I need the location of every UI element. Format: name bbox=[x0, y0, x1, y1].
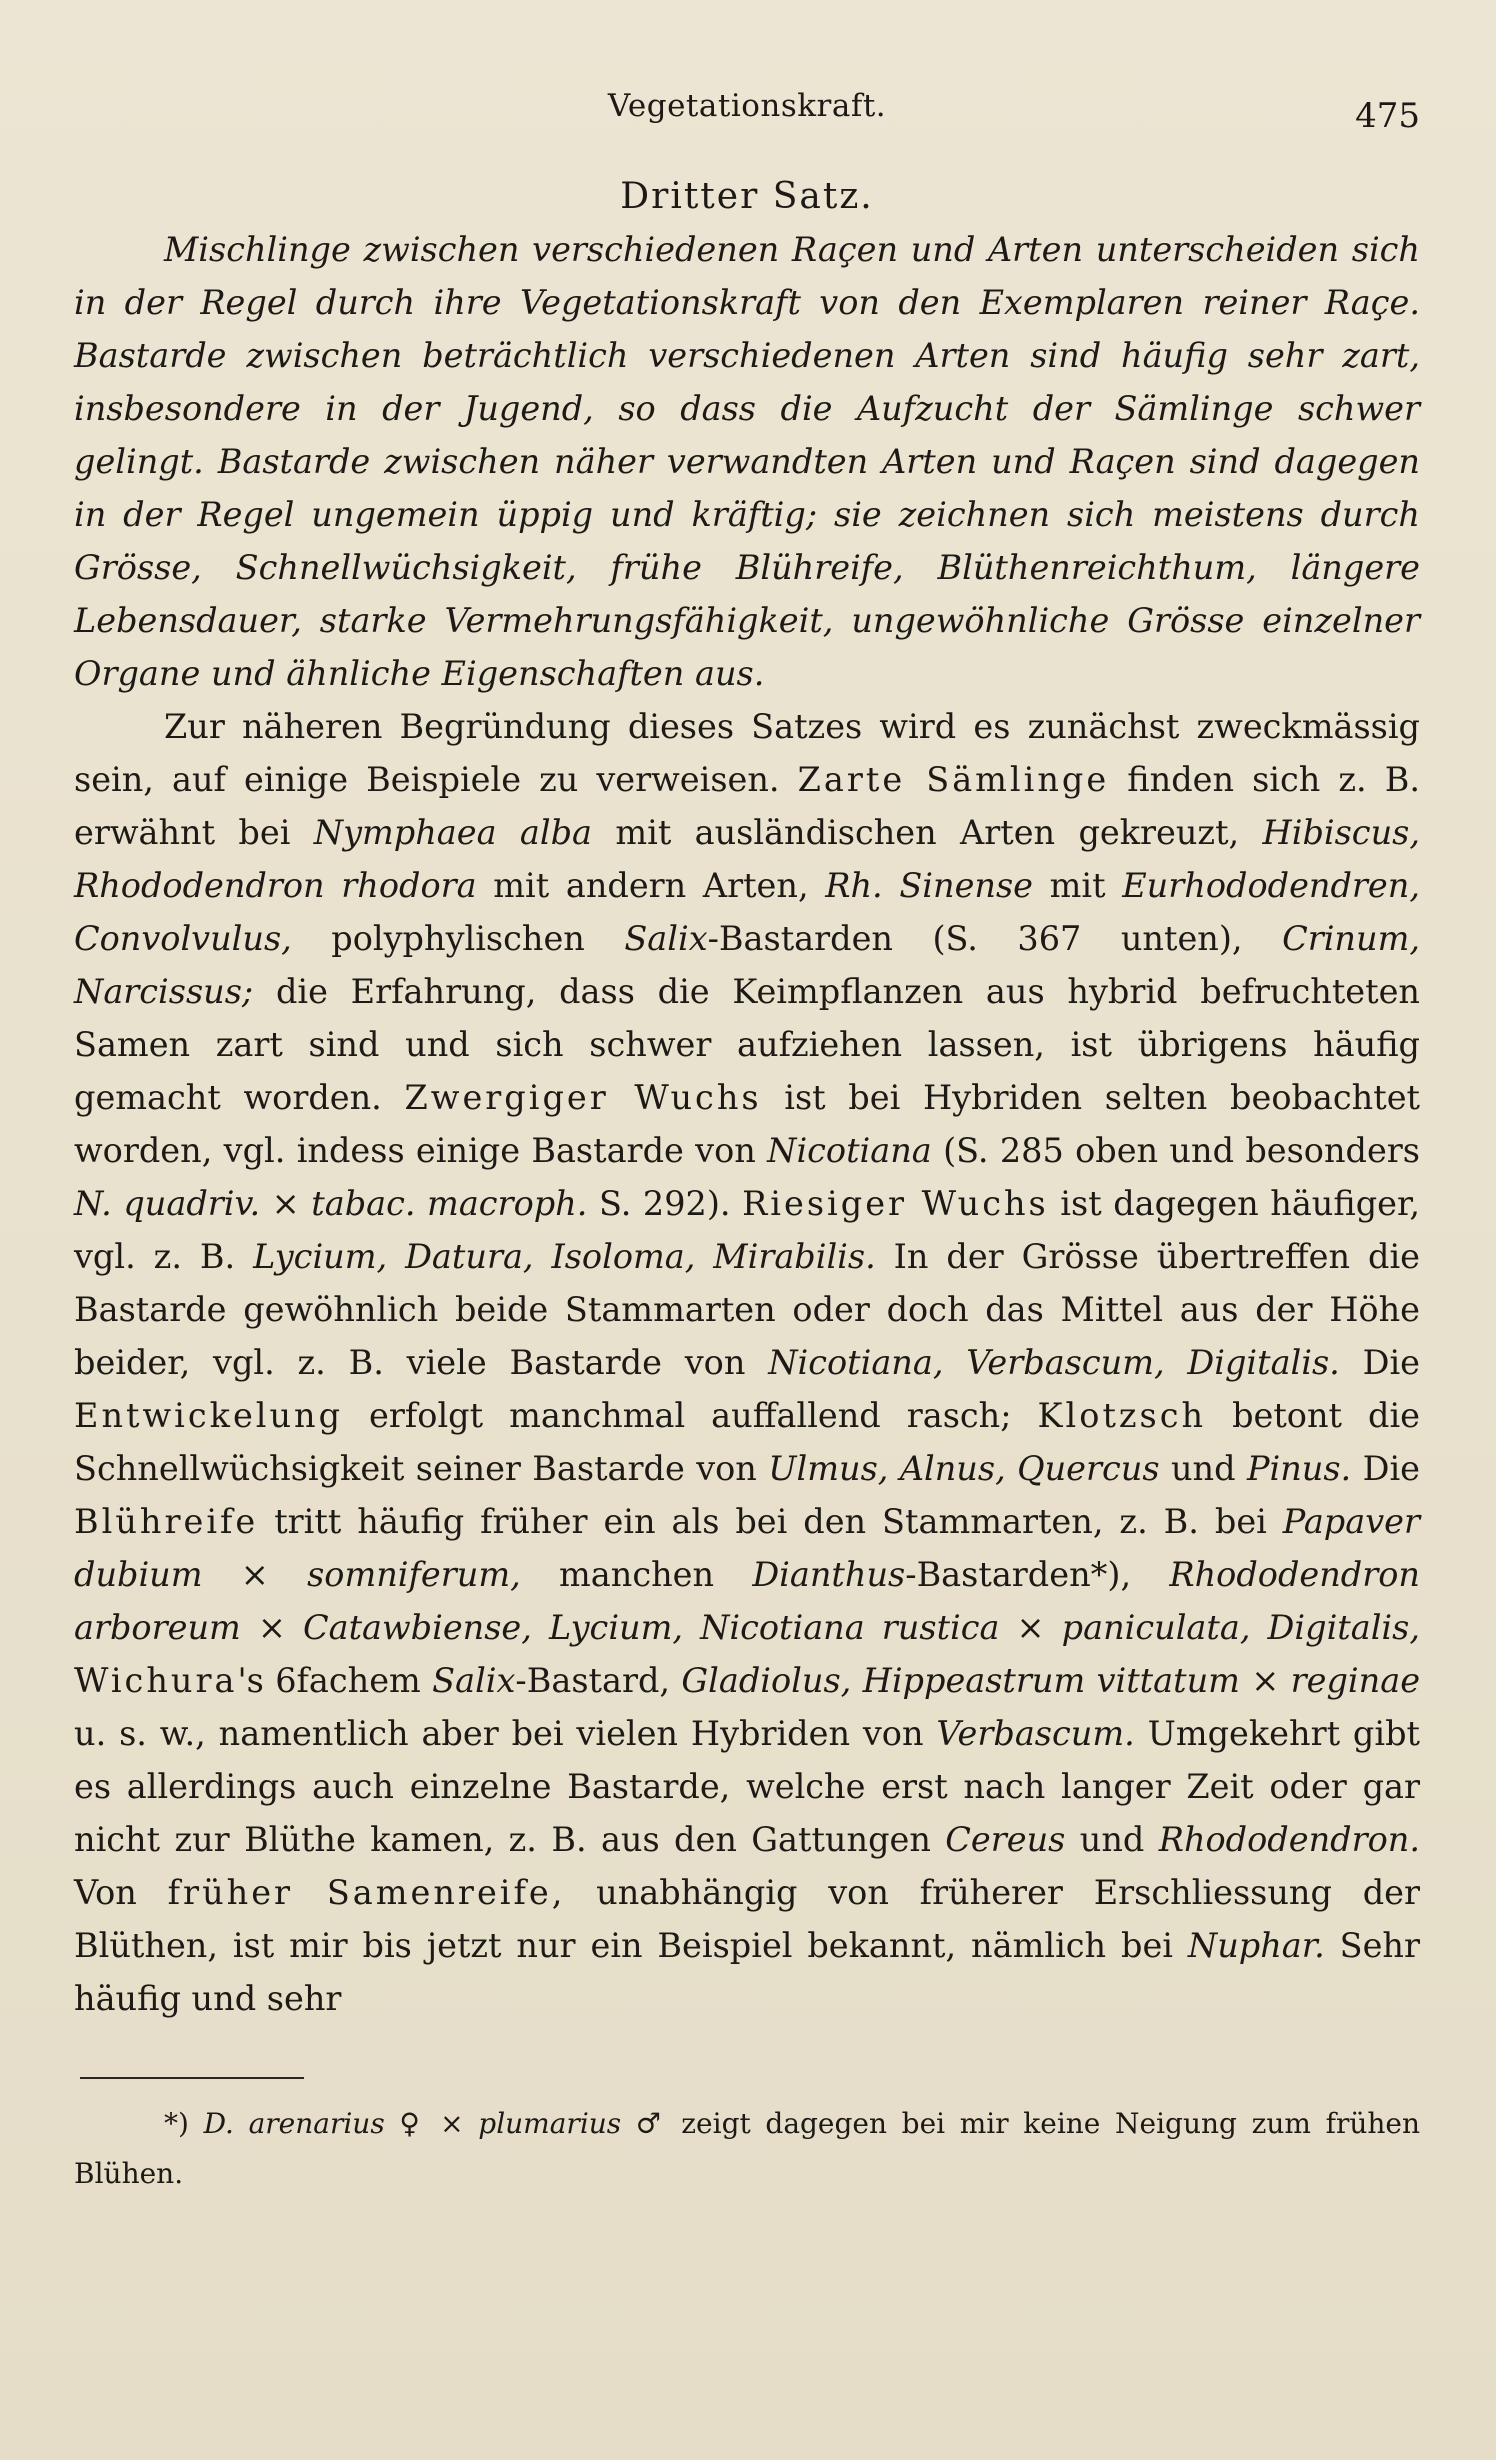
taxon-name: Pinus. bbox=[1246, 1449, 1352, 1488]
text-run: polyphylischen bbox=[291, 919, 625, 958]
text-run: finden sich z. B. erwähnt bei bbox=[74, 760, 1421, 852]
text-run: Zur näheren Begründung dieses Satzes wird es zunächst zweckmässig sein, auf einige Beispiele zu verweisen. bbox=[74, 707, 1420, 799]
taxon-name: Ulmus, Alnus, Quercus bbox=[768, 1449, 1160, 1488]
taxon-name: Salix bbox=[432, 1661, 516, 1700]
taxon-name: Cereus bbox=[945, 1820, 1066, 1859]
text-run: -Bastarden*), bbox=[905, 1555, 1170, 1594]
section-heading: Dritter Satz. bbox=[620, 176, 874, 217]
text-run: (S. 285 oben und besonders bbox=[931, 1131, 1421, 1170]
text-run: mit andern Arten, bbox=[476, 866, 826, 905]
spaced-term: Entwickelung bbox=[74, 1396, 344, 1435]
text-run: S. 292). bbox=[587, 1184, 743, 1223]
thesis-paragraph: Mischlinge zwischen verschiedenen Raçen und Arten unterscheiden sich in der Regel durch ihre Vegetationskraft von den Exemplaren reiner Raçe. Bastarde zwischen beträchtlich verschiedenen Arten sind häufig sehr zart, insbesondere in der Jugend, so dass die Aufzucht der Sämlinge schwer gelingt. Bastarde zwischen näher verwandten Arten und Raçen sind dagegen in der Regel ungemein üppig und kräftig; sie zeichnen sich meistens durch Grösse, Schnellwüchsigkeit, frühe Blühreife, Blüthenreichthum, längere Lebensdauer, starke Vermehrungsfähigkeit, ungewöhnliche Grösse einzelner Organe und ähnliche Eigenschaften aus. bbox=[74, 230, 1420, 693]
taxon-name: Crinum, Narcissus; bbox=[74, 919, 1420, 1011]
taxon-name: Nymphaea alba bbox=[313, 813, 592, 852]
text-run: manchen bbox=[520, 1555, 753, 1594]
taxon-name: Rhododendron arboreum × Catawbiense, Lycium, Nicotiana rustica × paniculata, Digitalis, bbox=[74, 1555, 1421, 1647]
taxon-name: Hibiscus, Rhododendron rhodora bbox=[74, 813, 1420, 905]
footnote-rule bbox=[80, 2077, 304, 2079]
running-head bbox=[74, 88, 1420, 148]
taxon-name: Nicotiana, Verbascum, Digitalis. bbox=[768, 1343, 1340, 1382]
text-run: zeigt dagegen bei mir keine Neigung zum frühen Blühen. bbox=[74, 2107, 1420, 2190]
taxon-name: Salix bbox=[624, 919, 708, 958]
taxon-name: Nuphar. bbox=[1187, 1926, 1325, 1965]
taxon-name: D. arenarius ♀ × plumarius ♂ bbox=[203, 2107, 667, 2140]
text-run: tritt häufig früher ein als bei den Stammarten, z. B. bei bbox=[258, 1502, 1283, 1541]
author-name: Klotzsch bbox=[1037, 1396, 1207, 1435]
text-run: und bbox=[1159, 1449, 1247, 1488]
taxon-name: N. quadriv. × tabac. macroph. bbox=[74, 1184, 588, 1223]
text-run: Die bbox=[1339, 1343, 1421, 1382]
taxon-name: Lycium, Datura, Isoloma, Mirabilis. bbox=[253, 1237, 876, 1276]
text-run: Von bbox=[74, 1873, 168, 1912]
running-title: Vegetationskraft. bbox=[607, 88, 887, 124]
text-run: unabhängig von früherer Erschliessung der Blüthen, ist mir bis jetzt nur ein Beispiel bekannt, nämlich bei bbox=[74, 1873, 1420, 1965]
text-run: Umgekehrt gibt es allerdings auch einzelne Bastarde, welche erst nach langer Zeit oder gar nicht zur Blüthe kamen, z. B. aus den Gattungen bbox=[74, 1714, 1420, 1859]
text-run: mit ausländischen Arten gekreuzt, bbox=[592, 813, 1263, 852]
spaced-term: Riesiger Wuchs bbox=[742, 1184, 1049, 1223]
text-run: und bbox=[1065, 1820, 1159, 1859]
text-run: 's 6fachem bbox=[237, 1661, 433, 1700]
spaced-term: Zarte Sämlinge bbox=[797, 760, 1110, 799]
text-run: Die bbox=[1351, 1449, 1421, 1488]
taxon-name: Dianthus bbox=[752, 1555, 906, 1594]
footnote bbox=[74, 2099, 1420, 2199]
text-run: Sehr häufig und sehr bbox=[74, 1926, 1420, 2018]
spaced-term: Zwergiger Wuchs bbox=[404, 1078, 762, 1117]
text-run: erfolgt manchmal auffallend rasch; bbox=[343, 1396, 1038, 1435]
text-run: betont die Schnellwüchsigkeit seiner Bastarde von bbox=[74, 1396, 1420, 1488]
taxon-name: Nicotiana bbox=[767, 1131, 932, 1170]
text-run: die Erfahrung, dass die Keimpflanzen aus hybrid befruchteten Samen zart sind und sich schwer aufziehen lassen, ist übrigens häufig gemacht worden. bbox=[74, 972, 1420, 1117]
text-run: ist bei Hybriden selten beobachtet worden, vgl. indess einige Bastarde von bbox=[74, 1078, 1420, 1170]
text-run bbox=[780, 760, 798, 799]
spaced-term: Blühreife bbox=[74, 1502, 259, 1541]
text-run: mit bbox=[1033, 866, 1123, 905]
text-run: In der Grösse übertreffen die Bastarde gewöhnlich beide Stammarten oder doch das Mittel aus der Höhe beider, vgl. z. B. viele Bastarde von bbox=[74, 1237, 1420, 1382]
taxon-name: Papaver dubium × somniferum, bbox=[74, 1502, 1420, 1594]
taxon-name: Eurhododendren, Convolvulus, bbox=[74, 866, 1420, 958]
taxon-name: Gladiolus, Hippeastrum vittatum × reginae bbox=[681, 1661, 1421, 1700]
taxon-name: Verbascum. bbox=[936, 1714, 1135, 1753]
text-run: -Bastard, bbox=[515, 1661, 682, 1700]
footnote-marker: *) bbox=[164, 2107, 204, 2140]
page-number: 475 bbox=[1355, 96, 1420, 136]
text-run: ist dagegen häufiger, vgl. z. B. bbox=[74, 1184, 1420, 1276]
text-run: -Bastarden (S. 367 unten), bbox=[707, 919, 1283, 958]
spaced-term: früher Samenreife, bbox=[167, 1873, 566, 1912]
discussion-paragraph bbox=[74, 700, 1420, 2025]
taxon-name: Rh. Sinense bbox=[825, 866, 1033, 905]
taxon-name: Rhododendron. bbox=[1158, 1820, 1420, 1859]
author-name: Wichura bbox=[74, 1661, 238, 1700]
text-run: u. s. w., namentlich aber bei vielen Hybriden von bbox=[74, 1714, 937, 1753]
